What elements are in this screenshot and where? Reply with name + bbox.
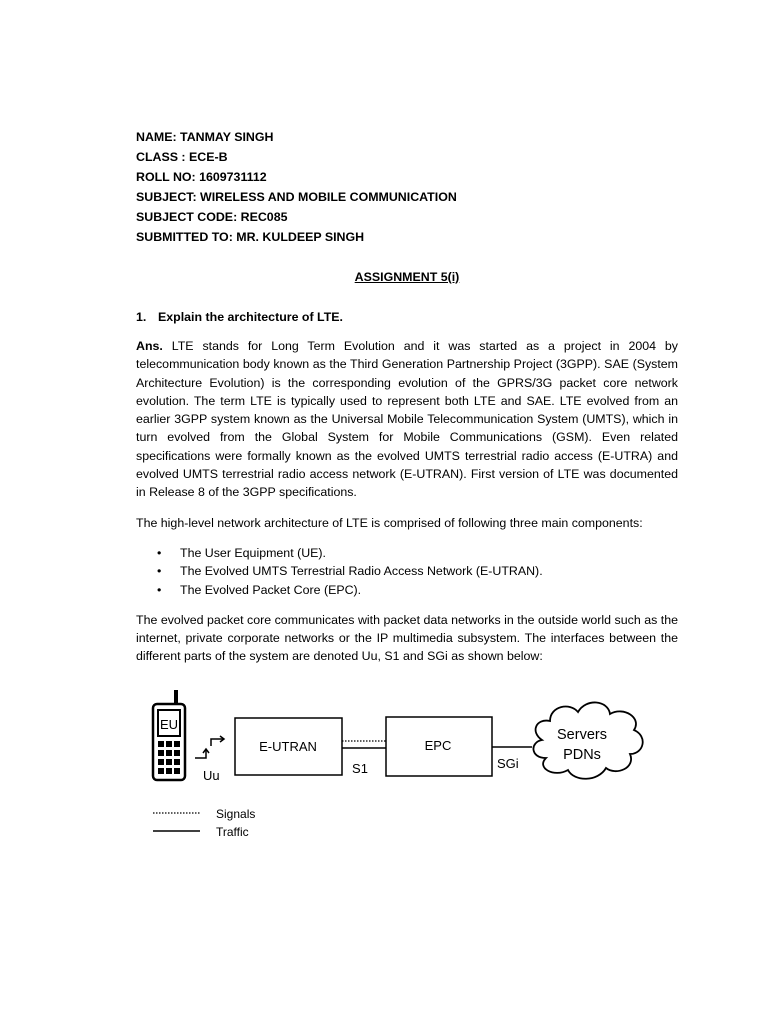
document-page (136, 127, 678, 666)
phone-label: EU (159, 717, 179, 732)
question-text: Explain the architecture of LTE. (158, 310, 343, 324)
list-item: • The Evolved UMTS Terrestrial Radio Access Network (E-UTRAN). (136, 562, 678, 580)
component-list (136, 544, 678, 599)
sgi-label: SGi (497, 756, 519, 771)
answer-paragraph-1 (136, 337, 678, 502)
roll-number: ROLL NO: 1609731112 (136, 170, 267, 184)
uu-label: Uu (203, 768, 220, 783)
answer-paragraph-3: The evolved packet core communicates with packet data networks in the outside world such as the internet, private corporate networks or the IP multimedia subsystem. The interfaces between the different parts of the system are denoted Uu, S1 and SGi as shown below: (136, 612, 678, 664)
assignment-title: ASSIGNMENT 5(i) (354, 270, 460, 284)
answer-lead: Ans. (136, 339, 163, 353)
submitted-to: SUBMITTED TO: MR. KULDEEP SINGH (136, 230, 365, 244)
cloud-line-1: Servers (557, 727, 607, 743)
subject: SUBJECT: WIRELESS AND MOBILE COMMUNICATION (136, 190, 457, 204)
epc-label: EPC (424, 738, 452, 753)
legend-traffic: Traffic (216, 825, 249, 839)
question-number: 1. (136, 310, 147, 324)
phone-icon (153, 690, 185, 780)
uu-arrows (195, 736, 224, 758)
legend-signals: Signals (216, 807, 256, 821)
eutran-label: E-UTRAN (259, 739, 317, 754)
question-heading (136, 307, 678, 327)
subject-code: SUBJECT CODE: REC085 (136, 210, 288, 224)
student-name: NAME: TANMAY SINGH (136, 130, 274, 144)
student-class: CLASS : ECE-B (136, 150, 228, 164)
answer-paragraph-2: The high-level network architecture of LTE is comprised of following three main components: (136, 515, 643, 530)
answer-text-1: LTE stands for Long Term Evolution and it was started as a project in 2004 by telecommunication body known as the Third Generation Partnership Project (3GPP). SAE (System Architecture Evolution) is the corresponding evolution of the GPRS/3G packet core network evolution. The term LTE is typically used to represent both LTE and SAE. LTE evolved from an earlier 3GPP system known as the Universal Mobile Telecommunication System (UMTS), which in turn evolved from the Global System for Mobile Communications (GSM). Even related specifications were formally known as the evolved UMTS terrestrial radio access (E-UTRA) and evolved UMTS terrestrial radio access network (E-UTRAN). First version of LTE was documented in Release 8 of the 3GPP specifications. (136, 339, 678, 500)
lte-architecture-diagram (150, 684, 662, 844)
s1-label: S1 (352, 761, 368, 776)
list-item: • The Evolved Packet Core (EPC). (136, 581, 678, 599)
list-item: • The User Equipment (UE). (136, 544, 678, 562)
cloud-line-2: PDNs (563, 747, 601, 763)
